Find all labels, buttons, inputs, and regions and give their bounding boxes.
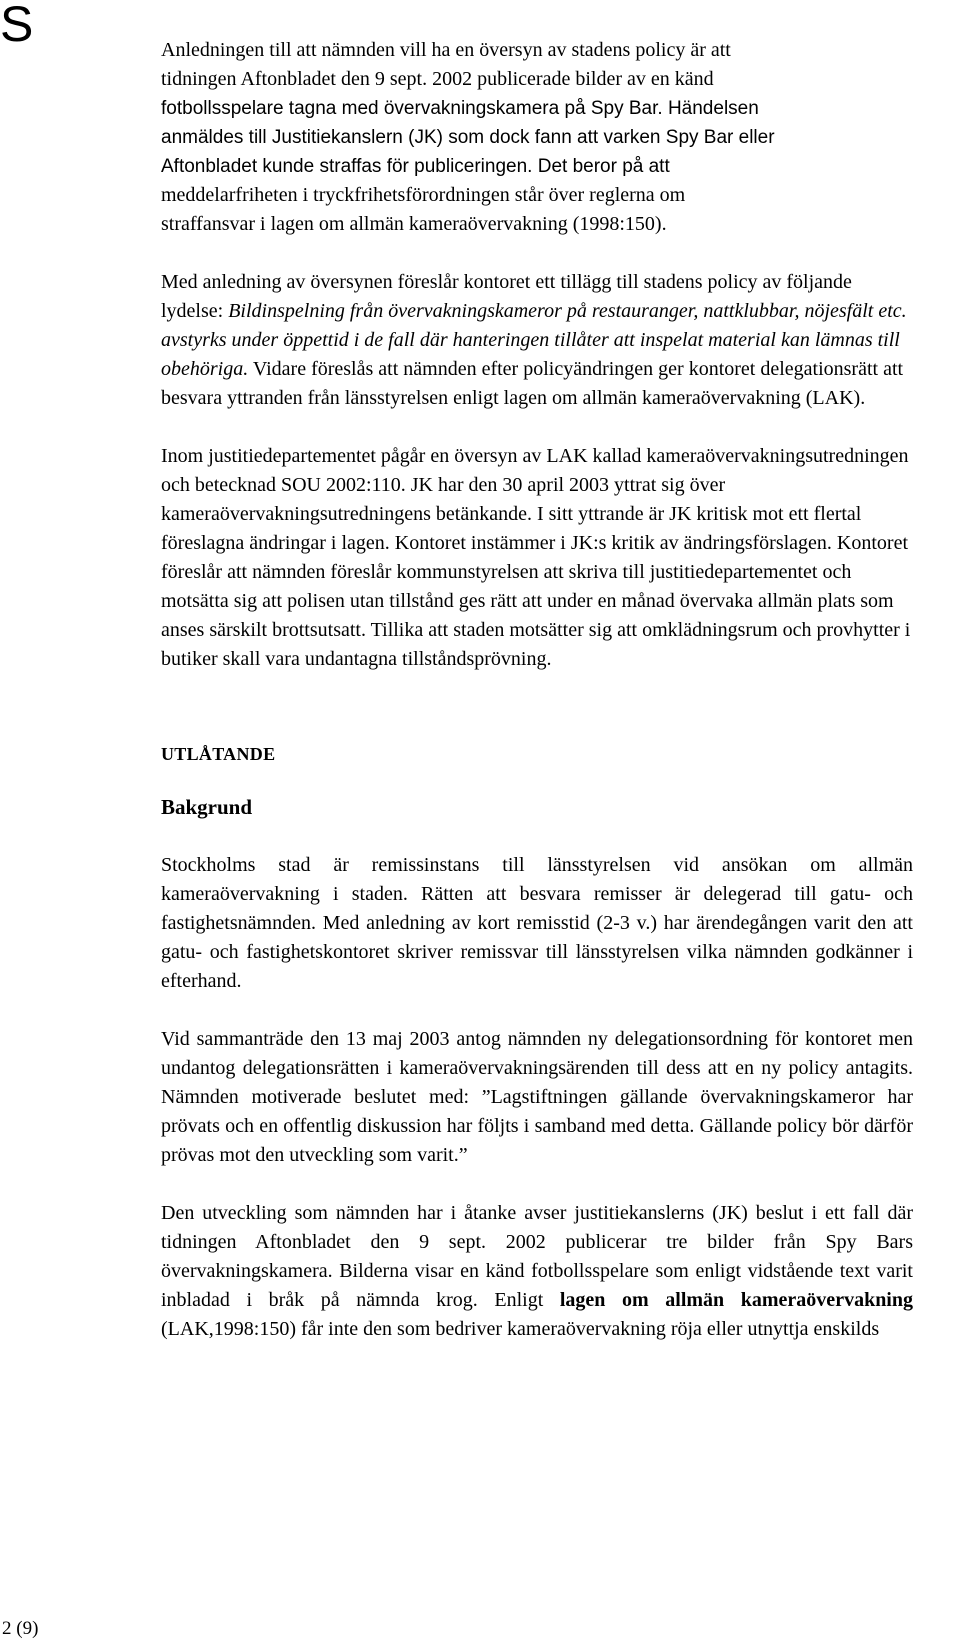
policy-rest-text: Vidare föreslås att nämnden efter policyändringen ger kontoret delegationsrätt att besvara yttranden från länsstyrelsen enligt lagen om allmän kameraövervakning (LAK).	[161, 358, 904, 409]
paragraph-line: Aftonbladet kunde straffas för publiceringen. Det beror på att	[161, 156, 670, 177]
law-name-bold: lagen om allmän kameraövervakning	[559, 1289, 913, 1311]
paragraph-justice-department: Inom justitiedepartementet pågår en översyn av LAK kallad kameraövervakningsutredningen och betecknad SOU 2002:110. JK har den 30 april 2003 yttrat sig över kameraövervakningsutredningens betänkande. I sitt yttrande är JK kritisk mot ett flertal föreslagna ändringar i lagen. Kontoret instämmer i JK:s kritik av ändringsförslagen. Kontoret föreslår att nämnden föreslår kommunstyrelsen att skriva till justitiedepartementet och motsätta sig att polisen utan tillstånd ges rätt att under en månad övervaka allmän plats som anses särskilt brottsutsatt. Tillika att staden motsätter sig att omklädningsrum och provhytter i butiker skall vara undantagna tillståndsprövning.	[161, 445, 911, 670]
jk-text-before: Den utveckling som nämnden har i åtanke avser justitiekanslerns (JK) beslut i ett fall där tidningen Aftonbladet den 9 sept. 2002 publicerar tre bilder från Spy Bars övervakningskamera. Bilderna visar en känd fotbollsspelare som enligt vidstående text varit inbladad i bråk på nämnda krog. Enligt	[161, 1202, 913, 1311]
jk-text-after: (LAK,1998:150) får inte den som bedriver kameraövervakning röja eller utnyttja enskilds	[161, 1318, 880, 1340]
policy-intro-text: Med anledning av översynen föreslår kontoret ett tillägg till stadens policy av följande lydelse:	[161, 271, 852, 322]
heading-bakgrund: Bakgrund	[161, 795, 253, 819]
paragraph-line: anmäldes till Justitiekanslern (JK) som dock fann att varken Spy Bar eller	[161, 127, 775, 148]
corner-letter: S	[0, 0, 34, 52]
policy-quote-italic: Bildinspelning från övervakningskameror på restauranger, nattklubbar, nöjesfält etc. avstyrks under öppettid i de fall där hanteringen tillåter att inspelat material kan lämnas till obehöriga.	[161, 300, 907, 380]
paragraph-line: meddelarfriheten i tryckfrihetsförordningen står över reglerna om	[161, 184, 686, 206]
paragraph-policy-proposal	[161, 268, 913, 413]
page-number: 2 (9)	[2, 1618, 39, 1639]
paragraph-delegation: Vid sammanträde den 13 maj 2003 antog nämnden ny delegationsordning för kontoret men undantog delegationsrätten i kameraövervakningsärenden till dess att en ny policy antagits. Nämnden motiverade beslutet med: ”Lagstiftningen gällande övervakningskameror har prövats och en offentlig diskussion har följts i samband med detta. Gällande policy bör därför prövas mot den utveckling som varit.”	[161, 1028, 913, 1166]
document-body	[161, 36, 913, 1344]
paragraph-line: fotbollsspelare tagna med övervakningskamera på Spy Bar. Händelsen	[161, 98, 759, 119]
paragraph-jk-decision	[161, 1199, 913, 1344]
paragraph-line: straffansvar i lagen om allmän kameraövervakning (1998:150).	[161, 213, 667, 235]
paragraph-line: tidningen Aftonbladet den 9 sept. 2002 publicerade bilder av en känd	[161, 68, 714, 90]
heading-utlatande: UTLÅTANDE	[161, 744, 276, 764]
paragraph-spy-bar	[161, 36, 913, 239]
paragraph-line: Anledningen till att nämnden vill ha en översyn av stadens policy är att	[161, 39, 731, 61]
paragraph-background: Stockholms stad är remissinstans till länsstyrelsen vid ansökan om allmän kameraövervakning i staden. Rätten att besvara remisser är delegerad till gatu- och fastighetsnämnden. Med anledning av kort remisstid (2-3 v.) har ärendegången varit den att gatu- och fastighetskontoret skriver remissvar till länsstyrelsen vilka nämnden godkänner i efterhand.	[161, 854, 913, 992]
